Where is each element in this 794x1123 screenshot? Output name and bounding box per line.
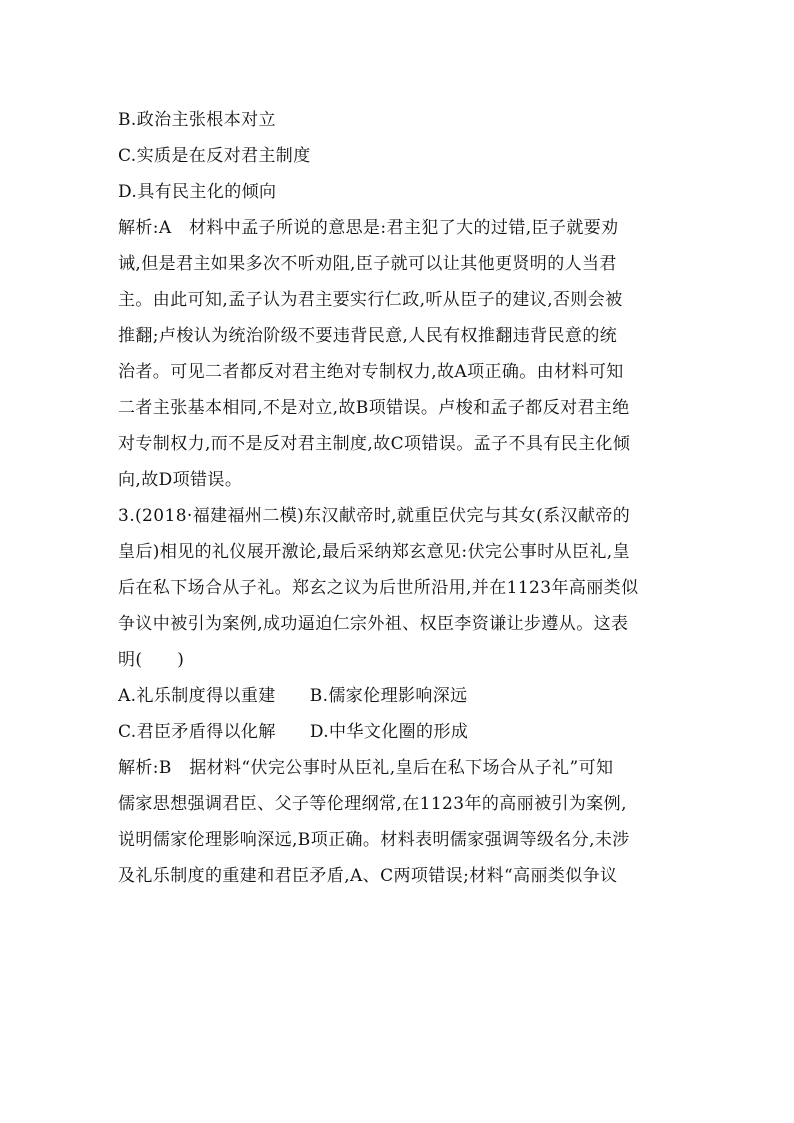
analysis-line: 对专制权力,而不是反对君主制度,故C项错误。孟子不具有民主化倾 [118,434,631,454]
analysis-line: 解析:B 据材料“伏完公事时从臣礼,皇后在私下场合从子礼”可知 [118,758,614,778]
question-3-analysis [118,750,680,894]
analysis-line: 推翻;卢梭认为统治阶级不要违背民意,人民有权推翻违背民意的统 [118,326,618,346]
document-page [118,102,680,894]
option-b: B.儒家伦理影响深远 [309,686,468,706]
question-stem-line: 3.(2018·福建福州二模)东汉献帝时,就重臣伏完与其女(系汉献帝的 [118,506,631,526]
question-stem-line: 明( ) [118,650,185,670]
question-3-stem [118,498,680,678]
option-row-ab [118,678,680,714]
previous-question-analysis [118,210,680,498]
option-c-text: C.实质是在反对君主制度 [118,146,311,166]
analysis-line: 诫,但是君主如果多次不听劝阻,臣子就可以让其他更贤明的人当君 [118,254,617,274]
option-row-cd [118,714,680,750]
analysis-line: 治者。可见二者都反对君主绝对专制权力,故A项正确。由材料可知 [118,362,624,382]
option-d: D.中华文化圈的形成 [309,722,469,742]
analysis-line: 及礼乐制度的重建和君臣矛盾,A、C两项错误;材料“高丽类似争议 [118,866,618,886]
analysis-line: 解析:A 材料中孟子所说的意思是:君主犯了大的过错,臣子就要劝 [118,218,619,238]
analysis-line: 主。由此可知,孟子认为君主要实行仁政,听从臣子的建议,否则会被 [118,290,623,310]
option-c: C.君臣矛盾得以化解 [118,722,276,742]
analysis-line: 说明儒家伦理影响深远,B项正确。材料表明儒家强调等级名分,未涉 [118,830,630,850]
analysis-line: 儒家思想强调君臣、父子等伦理纲常,在1123年的高丽被引为案例, [118,794,627,814]
previous-question-options [118,102,680,210]
option-a: A.礼乐制度得以重建 [118,686,276,706]
question-3-options [118,678,680,750]
option-b-text: B.政治主张根本对立 [118,110,276,130]
analysis-line: 二者主张基本相同,不是对立,故B项错误。卢梭和孟子都反对君主绝 [118,398,630,418]
option-d-text: D.具有民主化的倾向 [118,182,277,202]
question-stem-line: 皇后)相见的礼仪展开激论,最后采纳郑玄意见:伏完公事时从臣礼,皇 [118,542,630,562]
question-stem-line: 争议中被引为案例,成功逼迫仁宗外祖、权臣李资谦让步遵从。这表 [118,614,629,634]
analysis-line: 向,故D项错误。 [118,470,243,490]
question-stem-line: 后在私下场合从子礼。郑玄之议为后世所沿用,并在1123年高丽类似 [118,578,639,598]
